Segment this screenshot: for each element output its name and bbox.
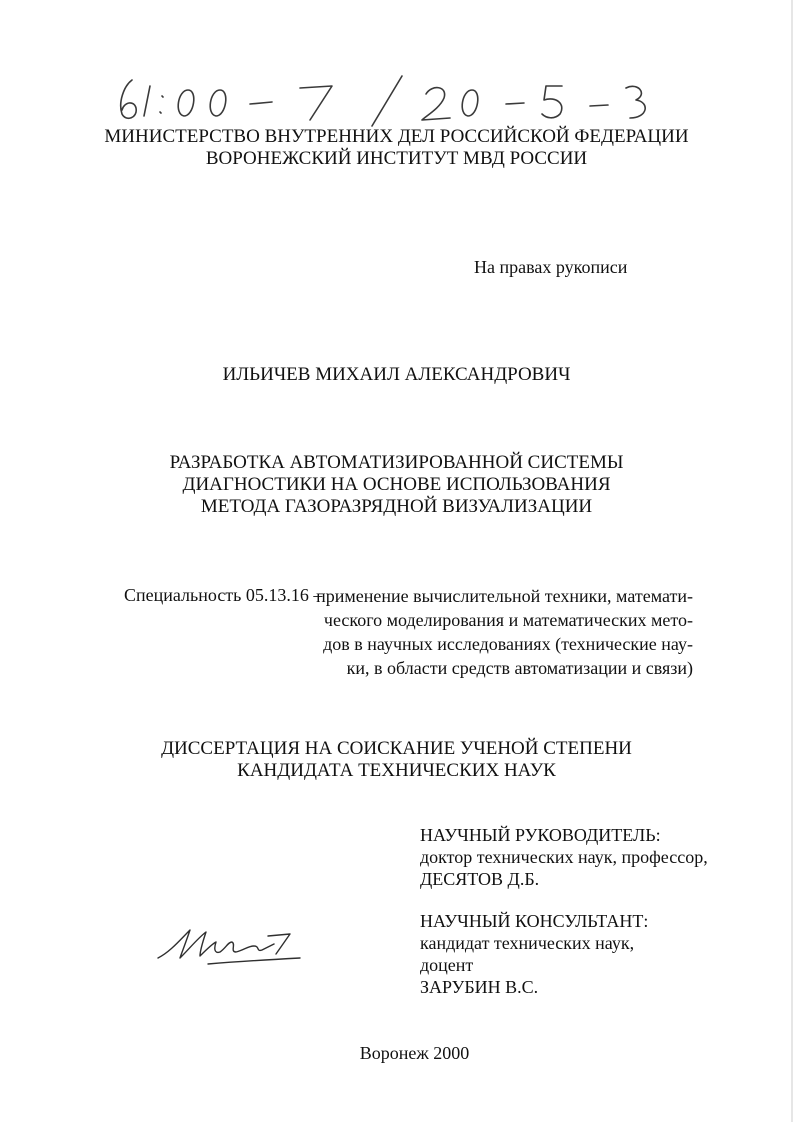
- institute-name: ВОРОНЕЖСКИЙ ИНСТИТУТ МВД РОССИИ: [205, 148, 588, 169]
- manuscript-note: На правах рукописи: [474, 257, 628, 277]
- consultant-name: ЗАРУБИН В.С.: [420, 977, 539, 997]
- consultant-title: кандидат технических наук,: [420, 933, 635, 953]
- consultant-heading: НАУЧНЫЙ КОНСУЛЬТАНТ:: [420, 911, 649, 931]
- title-line: РАЗРАБОТКА АВТОМАТИЗИРОВАННОЙ СИСТЕМЫ: [169, 452, 624, 473]
- author-name: ИЛЬИЧЕВ МИХАИЛ АЛЕКСАНДРОВИЧ: [222, 364, 571, 385]
- ministry-name: МИНИСТЕРСТВО ВНУТРЕННИХ ДЕЛ РОССИЙСКОЙ ФЕДЕРАЦИИ: [104, 126, 689, 147]
- author-signature: [150, 918, 320, 976]
- title-line: ДИАГНОСТИКИ НА ОСНОВЕ ИСПОЛЬЗОВАНИЯ: [182, 474, 611, 495]
- degree-line: ДИССЕРТАЦИЯ НА СОИСКАНИЕ УЧЕНОЙ СТЕПЕНИ: [161, 738, 632, 759]
- handwritten-archive-number: [110, 68, 670, 128]
- supervisor-title: доктор технических наук, профессор,: [420, 847, 708, 867]
- title-line: МЕТОДА ГАЗОРАЗРЯДНОЙ ВИЗУАЛИЗАЦИИ: [200, 496, 593, 517]
- supervisor-heading: НАУЧНЫЙ РУКОВОДИТЕЛЬ:: [420, 825, 661, 845]
- specialty-label: Специальность 05.13.16 –: [124, 585, 323, 605]
- specialty-line: ческого моделирования и математических мето-: [323, 610, 693, 630]
- specialty-line: дов в научных исследованиях (технические нау-: [323, 634, 693, 654]
- city-year: Воронеж 2000: [359, 1043, 470, 1063]
- degree-line: КАНДИДАТА ТЕХНИЧЕСКИХ НАУК: [237, 760, 556, 781]
- specialty-line: применение вычислительной техники, математи-: [316, 586, 693, 606]
- consultant-position: доцент: [420, 955, 474, 975]
- specialty-line: ки, в области средств автоматизации и связи): [346, 658, 693, 678]
- specialty-description: [316, 584, 693, 680]
- supervisor-name: ДЕСЯТОВ Д.Б.: [420, 869, 540, 889]
